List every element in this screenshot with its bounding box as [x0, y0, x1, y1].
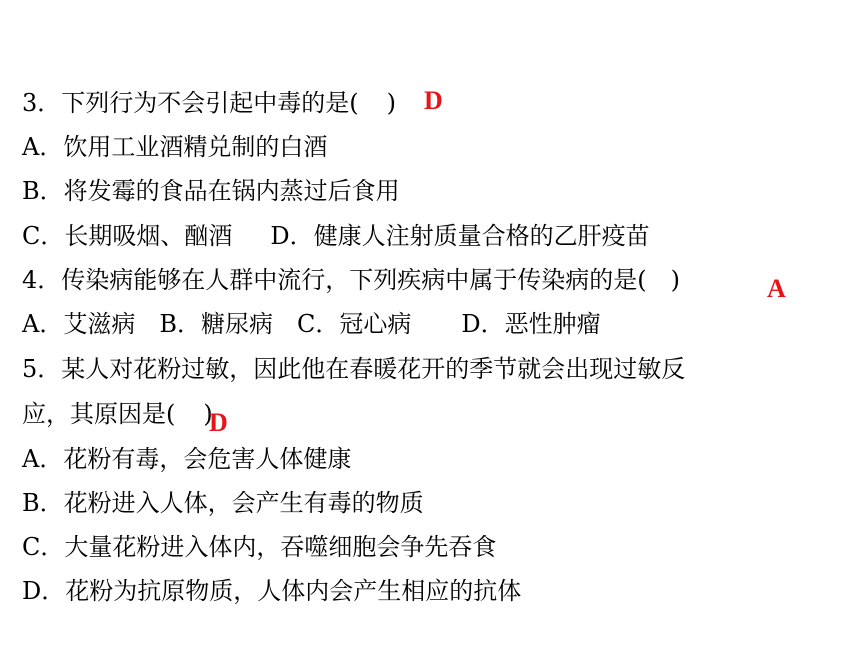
- question-3-stem-text: 3．下列行为不会引起中毒的是(: [22, 89, 359, 117]
- question-3-option-a: A．饮用工业酒精兑制的白酒: [22, 133, 328, 161]
- question-3-option-d: D．健康人注射质量合格的乙肝疫苗: [270, 222, 650, 250]
- question-5-answer: D: [209, 408, 228, 437]
- question-5-stem-line-1: 5．某人对花粉过敏，因此他在春暖花开的季节就会出现过敏反: [22, 355, 686, 383]
- question-3-answer: D: [424, 86, 443, 115]
- question-5-close-paren: ): [203, 400, 213, 428]
- question-4-close-paren: ): [670, 266, 681, 294]
- question-4-option-d: D．恶性肿瘤: [461, 310, 601, 338]
- question-4-answer: A: [767, 274, 786, 303]
- question-3-option-b: B．将发霉的食品在锅内蒸过后食用: [22, 177, 400, 205]
- question-4-option-b: B．糖尿病: [159, 310, 273, 338]
- question-4-option-a: A．艾滋病: [22, 310, 136, 338]
- question-4-stem-text: 4．传染病能够在人群中流行，下列疾病中属于传染病的是(: [22, 266, 647, 294]
- question-4-options-row: [22, 309, 601, 339]
- question-4-option-c: C．冠心病: [296, 310, 412, 338]
- question-3-option-c: C．长期吸烟、酗酒: [22, 222, 233, 250]
- question-5-option-a: A．花粉有毒，会危害人体健康: [22, 445, 352, 473]
- question-3-options-row: [22, 221, 650, 251]
- question-5-stem-text: 应，其原因是(: [22, 400, 176, 428]
- question-3-close-paren: ): [386, 89, 397, 117]
- question-5-option-d: D．花粉为抗原物质，人体内会产生相应的抗体: [22, 577, 522, 605]
- question-4-stem: [22, 265, 680, 295]
- question-5-option-b: B．花粉进入人体，会产生有毒的物质: [22, 489, 424, 517]
- question-5-stem-line-2: [22, 399, 213, 429]
- question-3-stem: [22, 88, 396, 118]
- question-5-option-c: C．大量花粉进入体内，吞噬细胞会争先吞食: [22, 533, 497, 561]
